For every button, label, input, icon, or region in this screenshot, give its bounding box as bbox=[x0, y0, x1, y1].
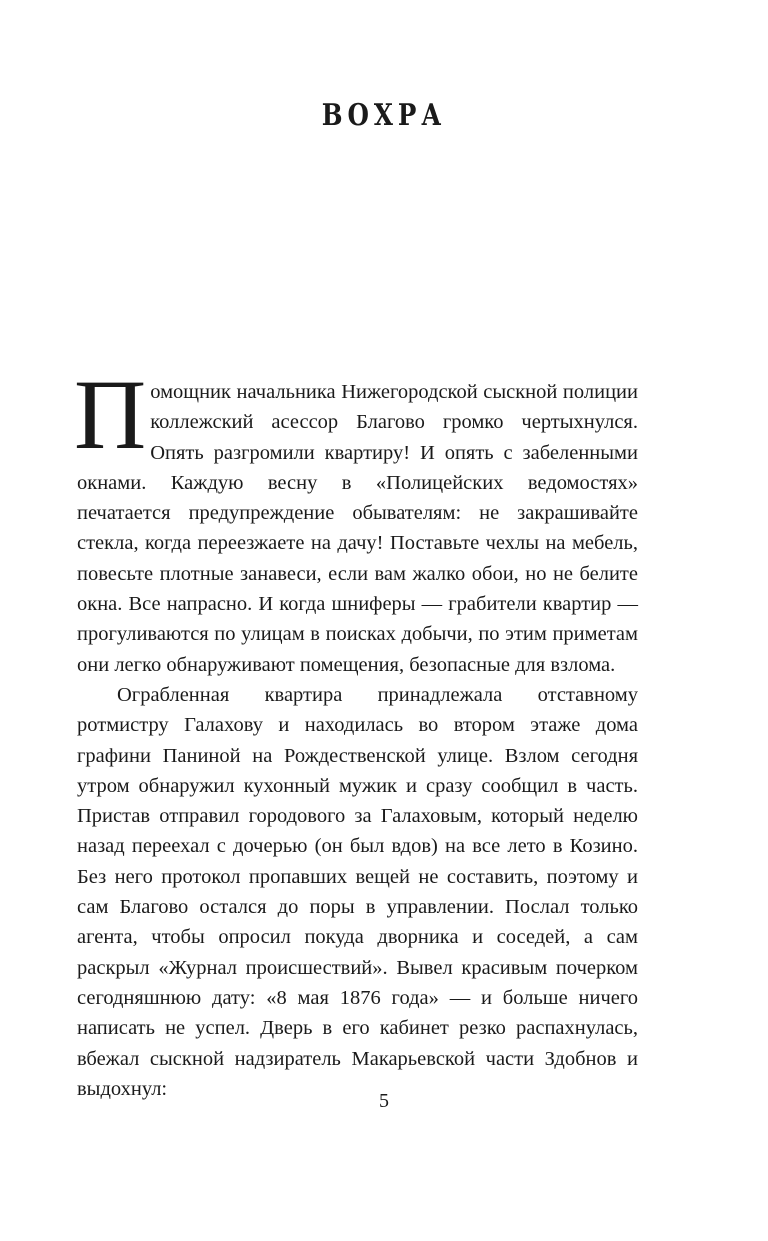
paragraph-1-text: омощник начальника Нижегородской сыскной полиции коллежский асессор Благово громко чертыхнулся. Опять разгромили квартиру! И опять с забеленными окнами. Каждую весну в «Полицейских ведомостях» печатается предупреждение обывателям: не закрашивайте стекла, когда переезжаете на дачу! Поставьте чехлы на мебель, повесьте плотные занавеси, если вам жалко обои, но не белите окна. Все напрасно. И когда шниферы — грабители квартир — прогуливаются по улицам в поисках добычи, по этим приметам они легко обнаруживают помещения, безопасные для взлома. bbox=[77, 381, 638, 676]
chapter-title: ВОХРА bbox=[321, 98, 447, 133]
drop-cap: П bbox=[74, 359, 147, 470]
page-number: 5 bbox=[379, 1090, 389, 1112]
paragraph-1 bbox=[74, 359, 638, 680]
paragraph-2: Ограбленная квартира принадлежала отставному ротмистру Галахову и находилась во втором этаже дома графини Паниной на Рождественской улице. Взлом сегодня утром обнаружил кухонный мужик и сразу сообщил в часть. Пристав отправил городового за Галаховым, который неделю назад переехал с дочерью (он был вдов) на все лето в Козино. Без него протокол пропавших вещей не составить, поэтому и сам Благово остался до поры в управлении. Послал только агента, чтобы опросил покуда дворника и соседей, а сам раскрыл «Журнал происшествий». Вывел красивым почерком сегодняшнюю дату: «8 мая 1876 года» — и больше ничего написать не успел. Дверь в его кабинет резко распахнулась, вбежал сыскной надзиратель Макарьевской части Здобнов и выдохнул: bbox=[77, 683, 638, 1100]
body-text bbox=[74, 359, 638, 1104]
